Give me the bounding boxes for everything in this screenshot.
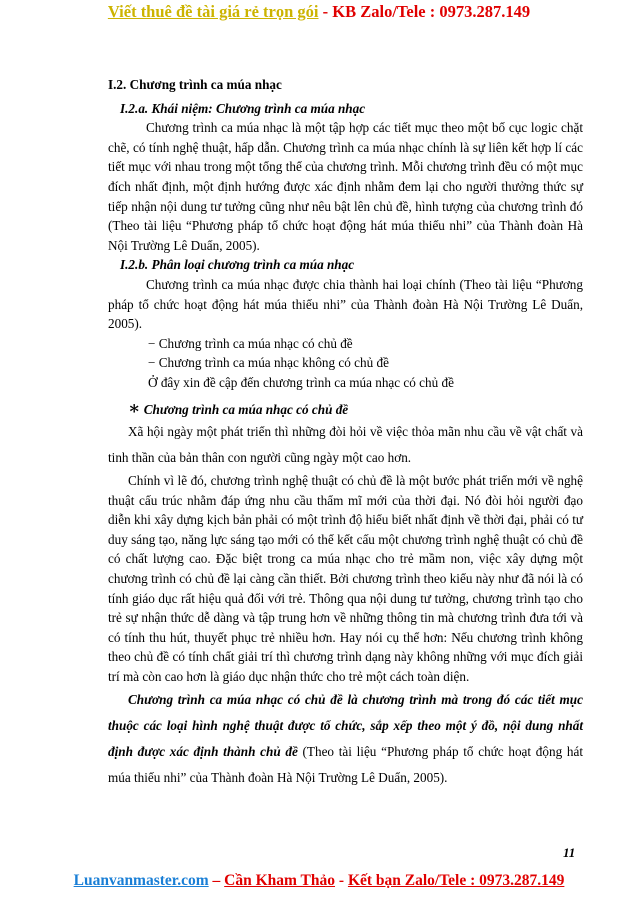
paragraph-society: Xã hội ngày một phát triển thì những đòi hỏi về việc thỏa mãn nhu cầu về vật chất và tinh thần của bản thân con người cũng ngày một cao hơn. [108,424,583,466]
star-heading [108,399,583,420]
footer-contact-link[interactable]: Kết bạn Zalo/Tele : 0973.287.149 [347,872,565,889]
footer-site-link[interactable]: Luanvanmaster.com [73,872,209,889]
page-footer [0,872,638,890]
footer-dash: – [208,872,225,889]
note-line: Ở đây xin đề cập đến chương trình ca múa nhạc có chủ đề [148,374,454,390]
subsection-title-b: I.2.b. Phân loại chương trình ca múa nhạc [120,257,355,273]
paragraph-definition: Chương trình ca múa nhạc là một tập hợp các tiết mục theo một bố cục logic chặt chẽ, có tính nghệ thuật, hấp dẫn. Chương trình ca múa nhạc chính là sự liên kết hợp lí các tiết mục với nhau trong một tổng thể của chương trình. Mỗi chương trình đều có một mục đích nhất định, một định hướng được xác định nhằm đem lại cho người thưởng thức sự tiếp nhận nội dung tư tưởng cũng như nêu bật lên chủ đề, hình tượng của chương trình đó (Theo tài liệu “Phương pháp tổ chức hoạt động hát múa thiếu nhi” của Thành đoàn Hà Nội Trường Lê Duẩn, 2005). [108,120,583,253]
list-item: − Chương trình ca múa nhạc có chủ đề [148,335,353,351]
section-title: I.2. Chương trình ca múa nhạc [108,77,282,92]
page-header [0,2,638,22]
subsection-title-a: I.2.a. Khái niệm: Chương trình ca múa nhạc [120,100,366,116]
header-contact: KB Zalo/Tele : 0973.287.149 [332,2,531,21]
list-item: − Chương trình ca múa nhạc không có chủ đề [148,355,389,371]
header-separator: - [318,2,333,21]
page-number: 11 [563,845,576,860]
footer-separator: - [335,872,348,889]
star-heading-text: Chương trình ca múa nhạc có chủ đề [143,401,349,417]
footer-name-link[interactable]: Cần Kham Thảo [224,872,336,889]
paragraph-classification: Chương trình ca múa nhạc được chia thành hai loại chính (Theo tài liệu “Phương pháp tổ chức hoạt động hát múa thiếu nhi” của Thành đoàn Hà Nội Trường Lê Duẩn, 2005). [108,276,583,332]
paragraph-reason: Chính vì lẽ đó, chương trình nghệ thuật có chủ đề là một bước phát triển mới về nghệ thuật cấu trúc nhằm đáp ứng nhu cầu thẩm mĩ mới của thời đại. Nó đòi hỏi người đạo diễn khi xây dựng kịch bản phải có một trình độ hiểu biết nhất định về thời đại, phải có tư duy sáng tạo, năng lực sáng tạo mới có thể kết cấu một chương trình nghệ thuật có chủ đề có chất lượng cao. Đặc biệt trong ca múa nhạc cho trẻ mầm non, việc xây dựng một chương trình có chủ đề lại càng cần thiết. Bởi chương trình theo kiểu này như đã nói là có tính giáo dục rất hiệu quả đối với trẻ. Thông qua nội dung tư tưởng, chương trình tạo cho trẻ sự nhận thức dễ dàng và tập trung hơn về những thông tin mà chương trình đưa tới và có tính thu hút, thuyết phục trẻ nhiều hơn. Hay nói cụ thể hơn: Nếu chương trình không theo chủ đề có tính chất giải trí thì chương trình dạng này không những với mục đích giải trí mà còn cao hơn là giáo dục nhận thức cho trẻ một cách toàn diện. [108,473,583,685]
header-link[interactable]: Viết thuê đề tài giá rẻ trọn gói [107,2,319,21]
asterisk-icon: ∗ [128,397,141,418]
definition-bold-text: Chương trình ca múa nhạc có chủ đề là chương trình mà trong đó các tiết mục thuộc các loại hình nghệ thuật được tổ chức, sắp xếp theo một ý đồ, nội dung nhất định được xác định thành chủ đề [108,691,583,759]
paragraph-definition-themed [108,687,583,791]
definition-citation: (Theo tài liệu “Phương pháp tổ chức hoạt động hát múa thiếu nhi” của Thành đoàn Hà Nội Trường Lê Duẩn, 2005). [108,743,583,785]
document-body [108,75,583,791]
